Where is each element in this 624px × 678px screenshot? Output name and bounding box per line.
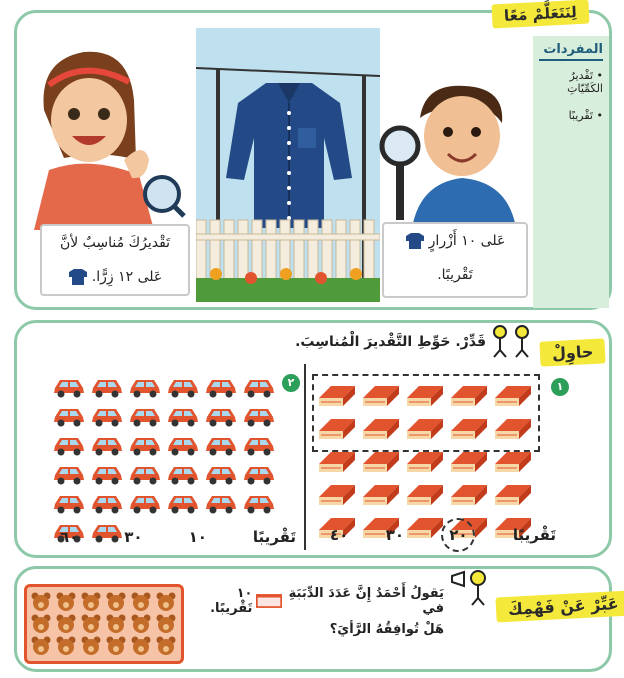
car-icon xyxy=(204,434,238,456)
bear-icon xyxy=(107,593,126,612)
shirt-on-line-image xyxy=(196,28,380,302)
vocabulary-item: • تَقْريبًا xyxy=(568,109,603,122)
book-icon xyxy=(317,413,357,441)
bear-icon xyxy=(57,615,76,634)
car-icon xyxy=(52,434,86,456)
bear-icon xyxy=(32,637,51,656)
car-icon xyxy=(204,492,238,514)
q2-option-60[interactable]: ٦٠ xyxy=(60,528,79,546)
car-icon xyxy=(242,405,276,427)
car-icon xyxy=(166,463,200,485)
bear-icon xyxy=(57,637,76,656)
magnifier-icon xyxy=(140,172,188,220)
bear-icon xyxy=(32,615,51,634)
bear-icon xyxy=(82,637,101,656)
express-line-2: هَلْ تُوافِقُهُ الرَّأيَ؟ xyxy=(329,622,444,637)
question-1-options xyxy=(330,518,556,552)
book-icon xyxy=(493,380,533,408)
box-icon xyxy=(256,593,282,609)
vocabulary-item: • تَقْديرُ الكَمِّيّاتِ xyxy=(567,69,603,95)
book-icon xyxy=(405,446,445,474)
book-icon xyxy=(493,446,533,474)
book-icon xyxy=(449,413,489,441)
car-icon xyxy=(52,492,86,514)
boy-speech-bubble xyxy=(382,222,528,298)
car-icon xyxy=(128,434,162,456)
megaphone-figure-icon xyxy=(448,568,492,606)
learn-together-tag: لِنَتَعَلَّمْ مَعًا xyxy=(491,0,589,29)
q2-approx-label: تَقْريبًا xyxy=(252,528,296,546)
cars-grid xyxy=(52,376,276,543)
bear-container-picture xyxy=(24,584,184,664)
car-icon xyxy=(90,376,124,398)
car-icon xyxy=(90,434,124,456)
book-icon xyxy=(449,380,489,408)
express-line-1: يَقولُ أَحْمَدُ إِنَّ عَدَدَ الدِّبَبَةِ في ١٠ تَقْريبًا. xyxy=(210,586,444,616)
car-icon xyxy=(166,405,200,427)
shirt-picture xyxy=(196,28,380,302)
bear-icon xyxy=(107,637,126,656)
girl-speech-line2: عَلى ١٢ زِرًّا. xyxy=(42,260,188,294)
book-icon xyxy=(405,479,445,507)
car-icon xyxy=(204,376,238,398)
bear-icon xyxy=(157,615,176,634)
books-grid xyxy=(317,380,533,540)
car-icon xyxy=(90,492,124,514)
q1-option-40[interactable]: ٤٠ xyxy=(330,526,349,544)
car-icon xyxy=(204,405,238,427)
bear-icon xyxy=(32,593,51,612)
book-icon xyxy=(317,380,357,408)
car-icon xyxy=(166,376,200,398)
book-icon xyxy=(317,446,357,474)
bears-image xyxy=(27,587,181,661)
vocabulary-title: المفردات xyxy=(539,42,603,61)
book-icon xyxy=(405,380,445,408)
book-icon xyxy=(361,413,401,441)
book-icon xyxy=(405,413,445,441)
shirt-icon xyxy=(68,267,88,287)
car-icon xyxy=(90,463,124,485)
question-1-badge: ١ xyxy=(551,378,569,396)
bear-icon xyxy=(132,593,151,612)
book-icon xyxy=(317,479,357,507)
car-icon xyxy=(242,463,276,485)
q2-option-30[interactable]: ٣٠ xyxy=(124,528,143,546)
book-icon xyxy=(449,479,489,507)
bear-icon xyxy=(107,615,126,634)
bear-icon xyxy=(82,593,101,612)
vocabulary-box xyxy=(533,36,609,308)
book-icon xyxy=(493,479,533,507)
book-icon xyxy=(361,479,401,507)
car-icon xyxy=(204,463,238,485)
car-icon xyxy=(52,463,86,485)
car-icon xyxy=(242,434,276,456)
boy-speech-line1: عَلى ١٠ أَزْرارٍ xyxy=(384,224,526,258)
book-icon xyxy=(361,446,401,474)
car-icon xyxy=(128,376,162,398)
book-icon xyxy=(493,413,533,441)
bear-icon xyxy=(132,615,151,634)
q1-option-20-circled[interactable]: ٢٠ xyxy=(441,518,475,552)
column-divider xyxy=(304,364,306,550)
express-understanding-tag: عَبِّرْ عَنْ فَهْمِكَ xyxy=(495,590,624,622)
car-icon xyxy=(242,376,276,398)
question-2-options xyxy=(60,528,296,546)
car-icon xyxy=(52,405,86,427)
car-icon xyxy=(52,376,86,398)
car-icon xyxy=(242,492,276,514)
book-icon xyxy=(361,380,401,408)
bear-icon xyxy=(132,637,151,656)
car-icon xyxy=(90,405,124,427)
car-icon xyxy=(166,492,200,514)
bear-icon xyxy=(82,615,101,634)
car-icon xyxy=(128,463,162,485)
shirt-icon xyxy=(405,231,425,251)
bear-icon xyxy=(57,593,76,612)
try-tag: حاوِلْ xyxy=(539,338,606,366)
question-2-badge: ٢ xyxy=(282,374,300,392)
car-icon xyxy=(166,434,200,456)
boy-speech-line2: تَقْريبًا. xyxy=(437,267,473,283)
bear-icon xyxy=(157,593,176,612)
book-icon xyxy=(449,446,489,474)
car-icon xyxy=(128,405,162,427)
girl-speech-line1: تَقْديرُكَ مُناسِبٌ لأنَّ xyxy=(59,235,171,251)
try-instruction: قَدِّرْ. حَوِّطِ التَّقْديرَ الْمُناسِبَ. xyxy=(295,334,486,350)
stick-figures-icon xyxy=(488,322,534,358)
bear-icon xyxy=(157,637,176,656)
girl-speech-bubble xyxy=(40,224,190,296)
q2-option-10[interactable]: ١٠ xyxy=(188,528,207,546)
magnifying-glass-icon xyxy=(376,124,424,224)
q1-option-30[interactable]: ٣٠ xyxy=(385,526,405,544)
car-icon xyxy=(128,492,162,514)
q1-approx-label: تَقْريبًا xyxy=(512,526,556,544)
